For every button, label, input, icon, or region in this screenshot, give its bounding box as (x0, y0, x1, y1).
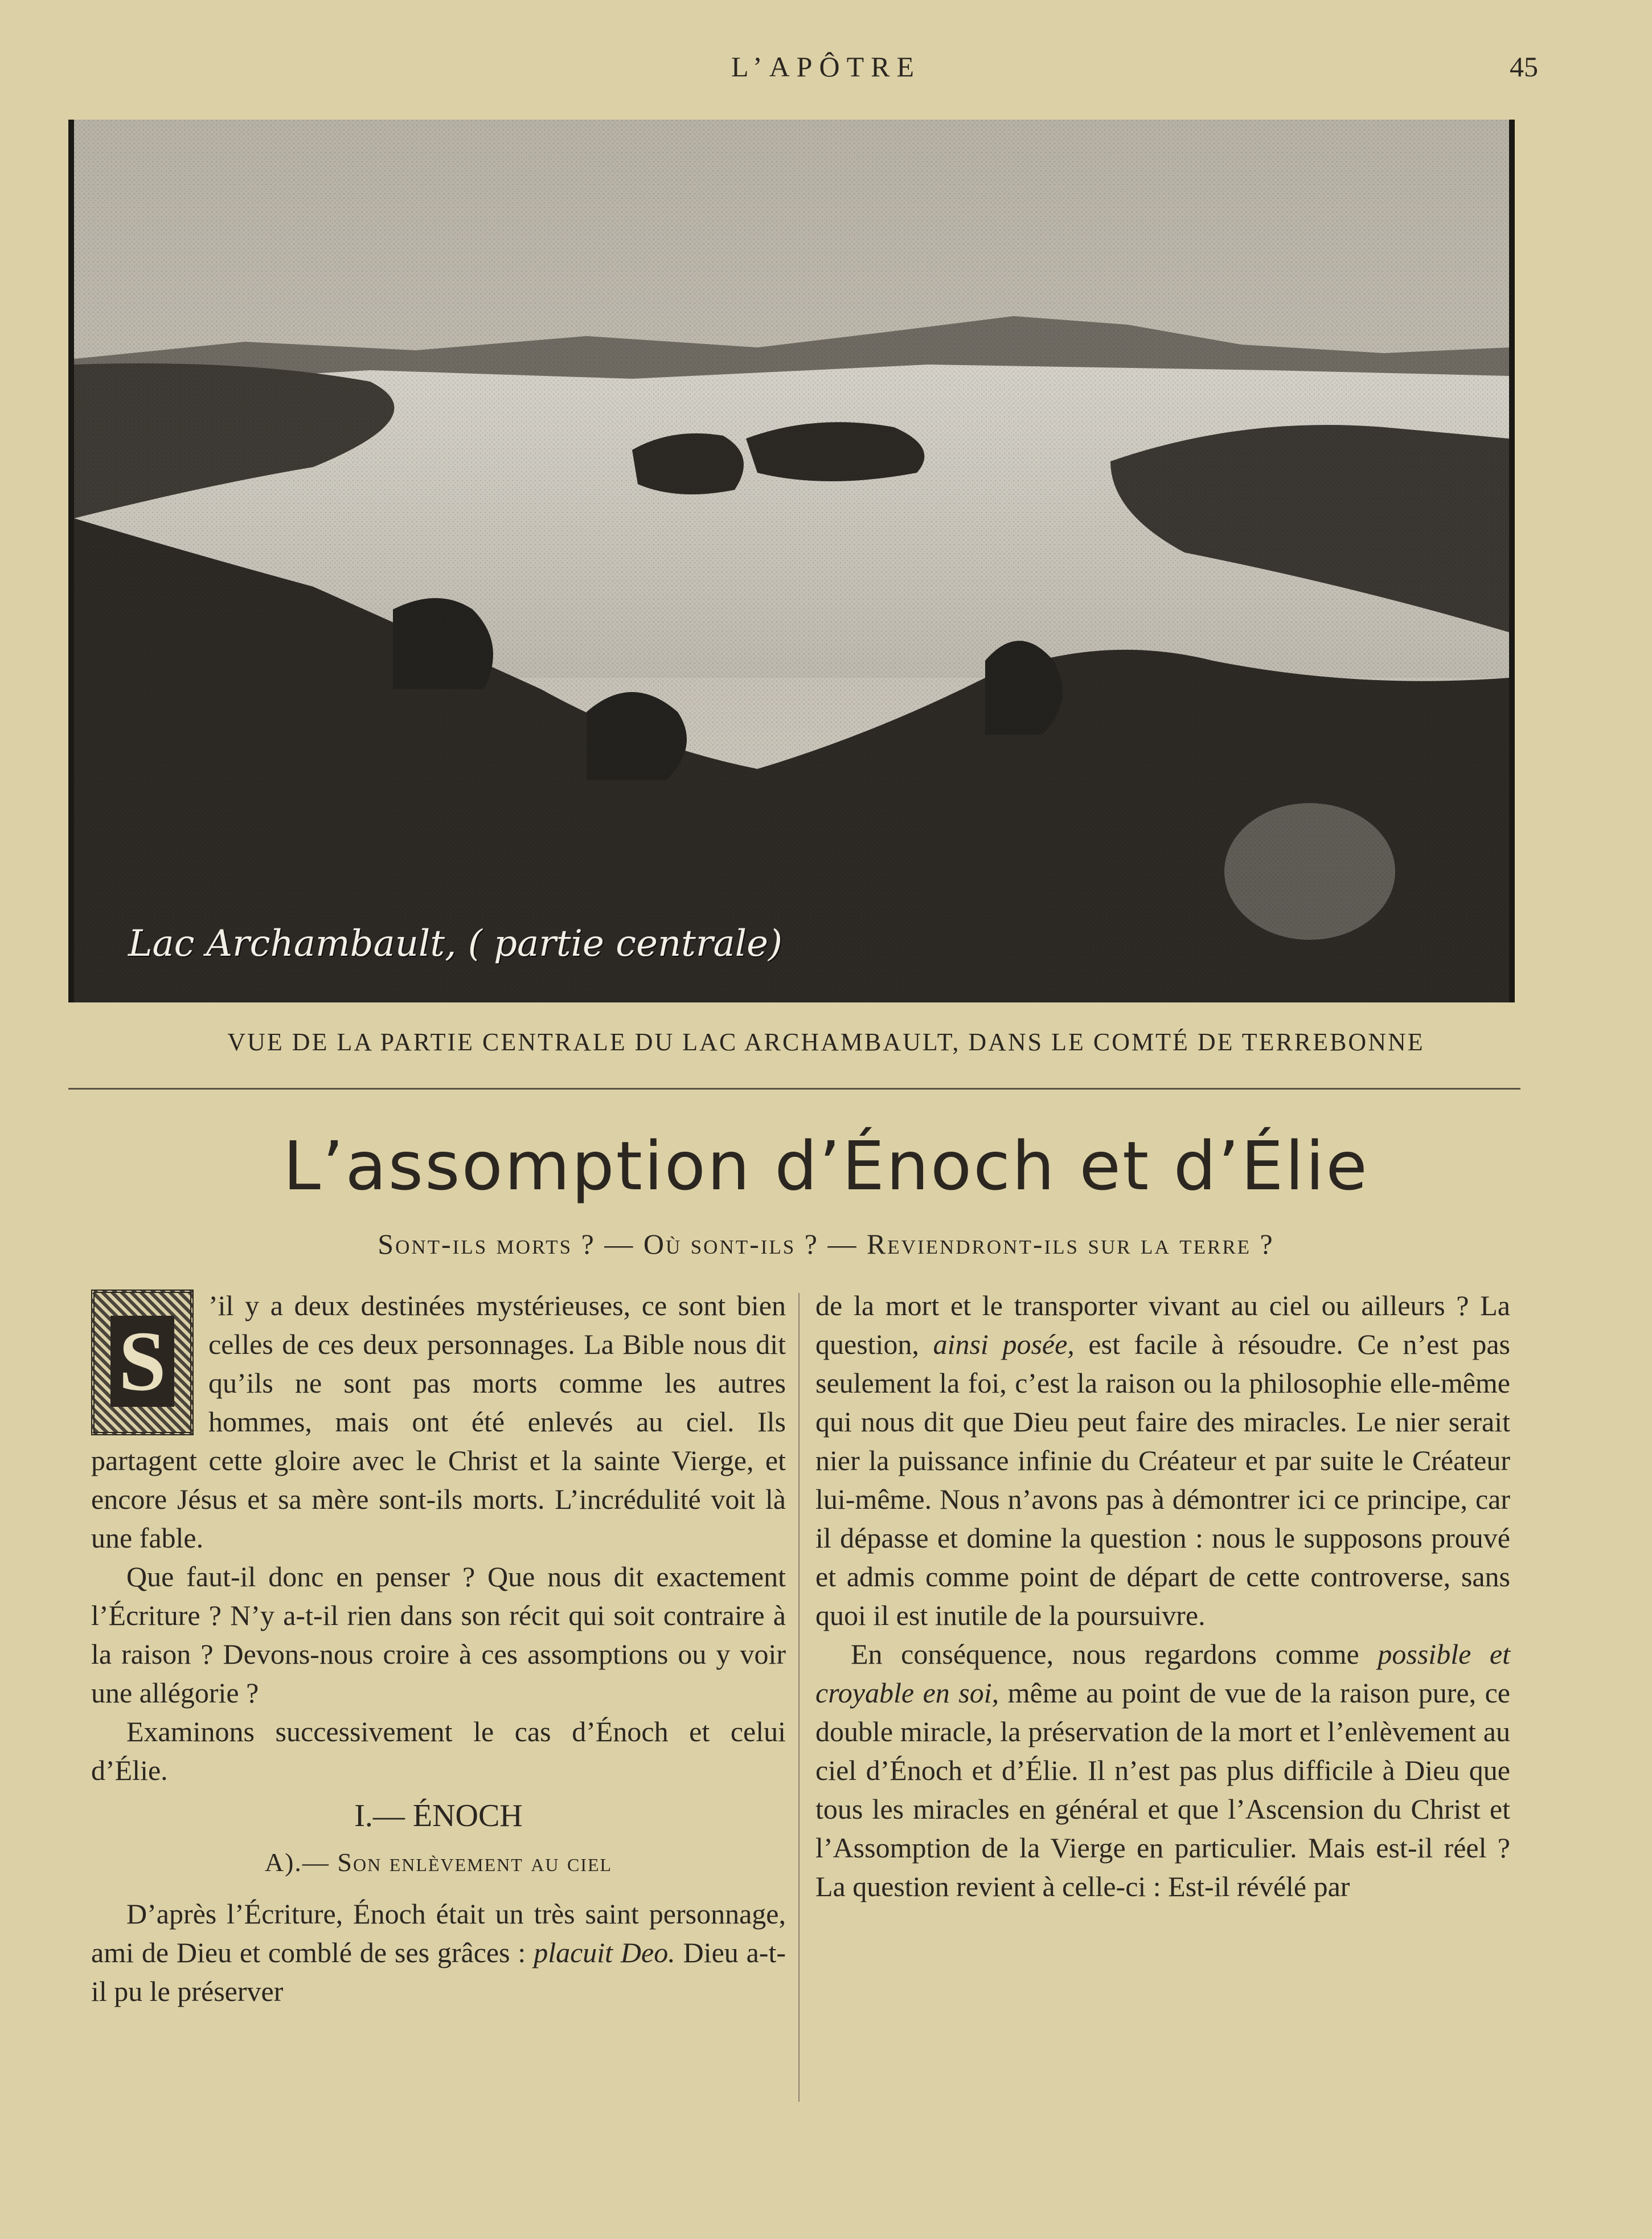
paragraph: Examinons successivement le cas d’Énoch et celui d’Élie. (91, 1716, 786, 1786)
text-run: En conséquence, nous regardons comme (851, 1638, 1378, 1670)
opening-text: ’il y a deux destinées mystérieuses, ce sont bien celles de ces deux personnages. La Bible nous dit qu’ils ne sont pas morts comme les autres hommes, mais ont été enlevés au ciel. Ils partagent cette gloire avec le Christ et la sainte Vierge, et encore Jésus et sa mère sont-ils morts. L’incrédulité voit là une fable. (91, 1290, 786, 1554)
right-column (815, 1286, 1510, 1906)
text-run: est facile à résoudre. Ce n’est pas seulement la foi, c’est la raison ou la philosophie elle-même qui nous dit que Dieu peut faire des miracles. Le nier serait nier la puissance infinie du Créateur et par suite le Créateur lui-même. Nous n’avons pas à démontrer ici ce principe, car il dépasse et domine la question : nous le supposons prouvé et admis comme point de départ de cette controverse, sans quoi il est inutile de la poursuivre. (815, 1328, 1510, 1631)
italic-text: possible et croyable en soi, (815, 1638, 1510, 1709)
left-column (91, 1286, 786, 2011)
photo-inscription: Lac Archambault, ( partie centrale) (128, 923, 782, 965)
dropcap-letter: S (110, 1316, 174, 1407)
paragraph (815, 1635, 1510, 1906)
text-run: de la mort et le transporter vivant au ciel ou ailleurs ? La question, (815, 1290, 1510, 1360)
photo-caption: VUE DE LA PARTIE CENTRALE DU LAC ARCHAMBAULT, DANS LE COMTÉ DE TERREBONNE (227, 1028, 1425, 1056)
paragraph: Que faut-il donc en penser ? Que nous dit exactement l’Écriture ? N’y a-t-il rien dans son récit qui soit contraire à la raison ? Devons-nous croire à ces assomptions ou y voir une allégorie ? (91, 1561, 786, 1709)
horizontal-rule (68, 1088, 1520, 1090)
italic-text: placuit Deo. (534, 1937, 675, 1968)
paragraph (815, 1286, 1510, 1635)
section-heading: I.— ÉNOCH (354, 1798, 523, 1833)
opening-paragraph (91, 1286, 786, 1557)
lake-photograph (68, 120, 1515, 1002)
running-head (0, 50, 1652, 84)
running-title: L’APÔTRE (731, 51, 921, 83)
italic-text: ainsi posée, (933, 1328, 1075, 1360)
subsection-heading: A).— Son enlèvement au ciel (264, 1848, 613, 1877)
dropcap-ornament (91, 1290, 194, 1435)
page-number: 45 (1510, 51, 1538, 83)
text-run: Dieu a-t-il pu le préserver (91, 1937, 786, 2007)
text-run: même au point de vue de la raison pure, ce double miracle, la préservation de la mort et l’enlèvement au ciel d’Énoch et d’Élie. Il n’est pas plus difficile à Dieu que tous les miracles en général et que l’Ascension du Christ et l’Assomption de la Vierge en particulier. Mais est-il réel ? La question revient à celle-ci : Est-il révélé par (815, 1677, 1510, 1902)
paragraph (91, 1894, 786, 2011)
column-divider (798, 1293, 800, 2102)
text-run: D’après l’Écriture, Énoch était un très saint personnage, ami de Dieu et comblé de ses grâces : (91, 1898, 786, 1968)
article-title: L’assomption d’Énoch et d’Élie (283, 1127, 1369, 1205)
article-subtitle: Sont-ils morts ? — Où sont-ils ? — Reviendront-ils sur la terre ? (378, 1228, 1274, 1260)
